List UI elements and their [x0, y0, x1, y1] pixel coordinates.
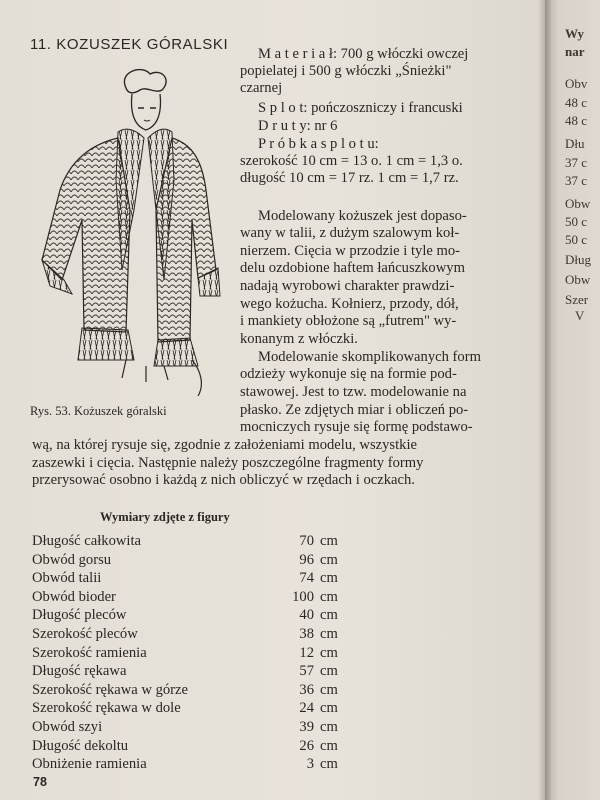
paragraph-line: mocniczych rysuje się formę podstawo-	[240, 419, 473, 435]
measurement-label: Szerokość pleców	[32, 626, 138, 642]
measurement-value: 74	[299, 570, 314, 587]
measurement-value: 12	[299, 644, 314, 661]
measurement-label: Obniżenie ramienia	[32, 756, 147, 773]
measurement-row	[32, 533, 352, 551]
book-gutter-shadow	[538, 0, 552, 800]
measurement-unit: cm	[320, 663, 338, 680]
measurement-label: Obwód gorsu	[32, 551, 112, 568]
measurement-label: Szerokość rękawa w górze	[32, 681, 188, 698]
page-number: 78	[33, 775, 47, 789]
next-page-fragment: Dłu	[565, 136, 585, 151]
measurement-label: Obwód talii	[32, 570, 102, 587]
measurement-value: 36	[299, 681, 314, 698]
paragraph-line: nadają wyrobowi charakter prawdzi-	[240, 278, 455, 294]
measurement-value: 100	[292, 588, 314, 605]
next-page-fragment: 50 c	[565, 232, 588, 247]
measurement-row	[32, 719, 352, 737]
measurement-label: Długość rękawa	[32, 663, 127, 680]
section-title: 11. KOZUSZEK GÓRALSKI	[30, 36, 229, 53]
next-page-fragment: Obw	[565, 272, 591, 287]
measurement-value: 70	[299, 533, 314, 549]
measurement-unit: cm	[320, 644, 338, 661]
measurement-label: Szerokość ramienia	[32, 644, 147, 661]
material-line: popielatej i 500 g włóczki „Śnieżki"	[240, 63, 452, 79]
material-line: M a t e r i a ł: 700 g włóczki owczej	[258, 46, 469, 62]
paragraph-line: przerysować osobno i każdą z nich obliczyć w rzędach i oczkach.	[32, 472, 415, 488]
measurement-label: Obwód szyi	[32, 719, 103, 735]
paragraph-line: wą, na której rysuje się, zgodnie z założeniami modelu, wszystkie	[32, 437, 417, 453]
measurement-row	[32, 645, 352, 663]
next-page-fragment: Wy	[565, 26, 585, 41]
figure-caption: Rys. 53. Kożuszek góralski	[30, 404, 167, 418]
measurement-label: Długość dekoltu	[32, 737, 129, 754]
gauge-length-line: długość 10 cm = 17 rz. 1 cm = 1,7 rz.	[240, 170, 459, 186]
gauge-width-line: szerokość 10 cm = 13 o. 1 cm = 1,3 o.	[240, 153, 463, 169]
next-page-fragment: Szer	[565, 292, 589, 307]
next-page-edge	[545, 0, 600, 800]
measurement-unit: cm	[320, 533, 338, 549]
measurement-unit: cm	[320, 700, 338, 717]
measurement-row	[32, 552, 352, 570]
measurement-row	[32, 626, 352, 644]
measurement-value: 96	[299, 551, 314, 568]
measurement-unit: cm	[320, 570, 338, 587]
paragraph-line: odzieży wykonuje się na formie pod-	[240, 366, 457, 382]
paragraph-line: i mankiety obłożone są „futrem" wy-	[240, 313, 457, 329]
measurement-row	[32, 570, 352, 588]
needles-line: D r u t y: nr 6	[258, 118, 338, 134]
measurement-value: 57	[299, 663, 314, 680]
measurements-heading: Wymiary zdjęte z figury	[100, 510, 230, 524]
measurement-unit: cm	[320, 719, 338, 735]
measurement-label: Szerokość rękawa w dole	[32, 700, 181, 717]
paragraph-line: Modelowanie skomplikowanych form	[258, 349, 481, 365]
measurement-value: 26	[299, 737, 314, 754]
paragraph-line: delu ozdobione haftem łańcuszkowym	[240, 260, 465, 276]
jacket-illustration	[22, 60, 234, 400]
next-page-fragment: nar	[565, 44, 585, 59]
measurement-unit: cm	[320, 607, 338, 624]
measurement-value: 38	[299, 626, 314, 642]
material-line: czarnej	[240, 80, 283, 96]
measurement-value: 39	[299, 719, 314, 735]
measurement-unit: cm	[320, 551, 338, 568]
measurement-row	[32, 756, 352, 774]
next-page-fragment: Dług	[565, 252, 591, 267]
measurement-value: 24	[299, 700, 314, 717]
paragraph-line: nierzem. Cięcia w przodzie i tyle mo-	[240, 243, 461, 259]
paragraph-line: wany w talii, z dużym szalowym koł-	[240, 225, 460, 241]
gauge-heading: P r ó b k a s p l o t u:	[258, 136, 379, 152]
next-page-fragment: 37 c	[565, 173, 588, 188]
paragraph-line: konanym z włóczki.	[240, 331, 358, 347]
measurement-unit: cm	[320, 588, 338, 605]
measurement-row	[32, 607, 352, 625]
measurement-row	[32, 738, 352, 756]
paragraph-line: płasko. Ze zdjętych miar i obliczeń po-	[240, 402, 469, 418]
measurement-row	[32, 589, 352, 607]
paragraph-line: zaszewki i cięcia. Następnie należy poszczególne fragmenty formy	[32, 455, 424, 471]
measurement-label: Długość całkowita	[32, 533, 142, 549]
next-page-fragment: Obv	[565, 76, 588, 91]
next-page-fragment: 48 c	[565, 95, 588, 110]
paragraph-line: Modelowany kożuszek jest dopaso-	[258, 208, 467, 224]
next-page-fragment: V	[575, 308, 585, 323]
measurement-label: Obwód bioder	[32, 588, 116, 605]
next-page-fragment: 37 c	[565, 155, 588, 170]
measurement-unit: cm	[320, 626, 338, 642]
stitch-line: S p l o t: pończoszniczy i francuski	[258, 100, 463, 116]
measurement-unit: cm	[320, 681, 338, 698]
paragraph-line: stawowej. Jest to tzw. modelowanie na	[240, 384, 467, 400]
measurement-label: Długość pleców	[32, 607, 127, 624]
measurement-unit: cm	[320, 756, 338, 773]
measurement-value: 40	[299, 607, 314, 624]
next-page-fragment: 48 c	[565, 113, 588, 128]
measurement-value: 3	[306, 756, 314, 773]
measurement-row	[32, 682, 352, 700]
paragraph-line: wego kożucha. Kołnierz, przody, dół,	[240, 296, 459, 312]
measurement-row	[32, 663, 352, 681]
next-page-fragment: 50 c	[565, 214, 588, 229]
measurement-row	[32, 700, 352, 718]
next-page-fragment: Obw	[565, 196, 591, 211]
measurement-unit: cm	[320, 737, 338, 754]
